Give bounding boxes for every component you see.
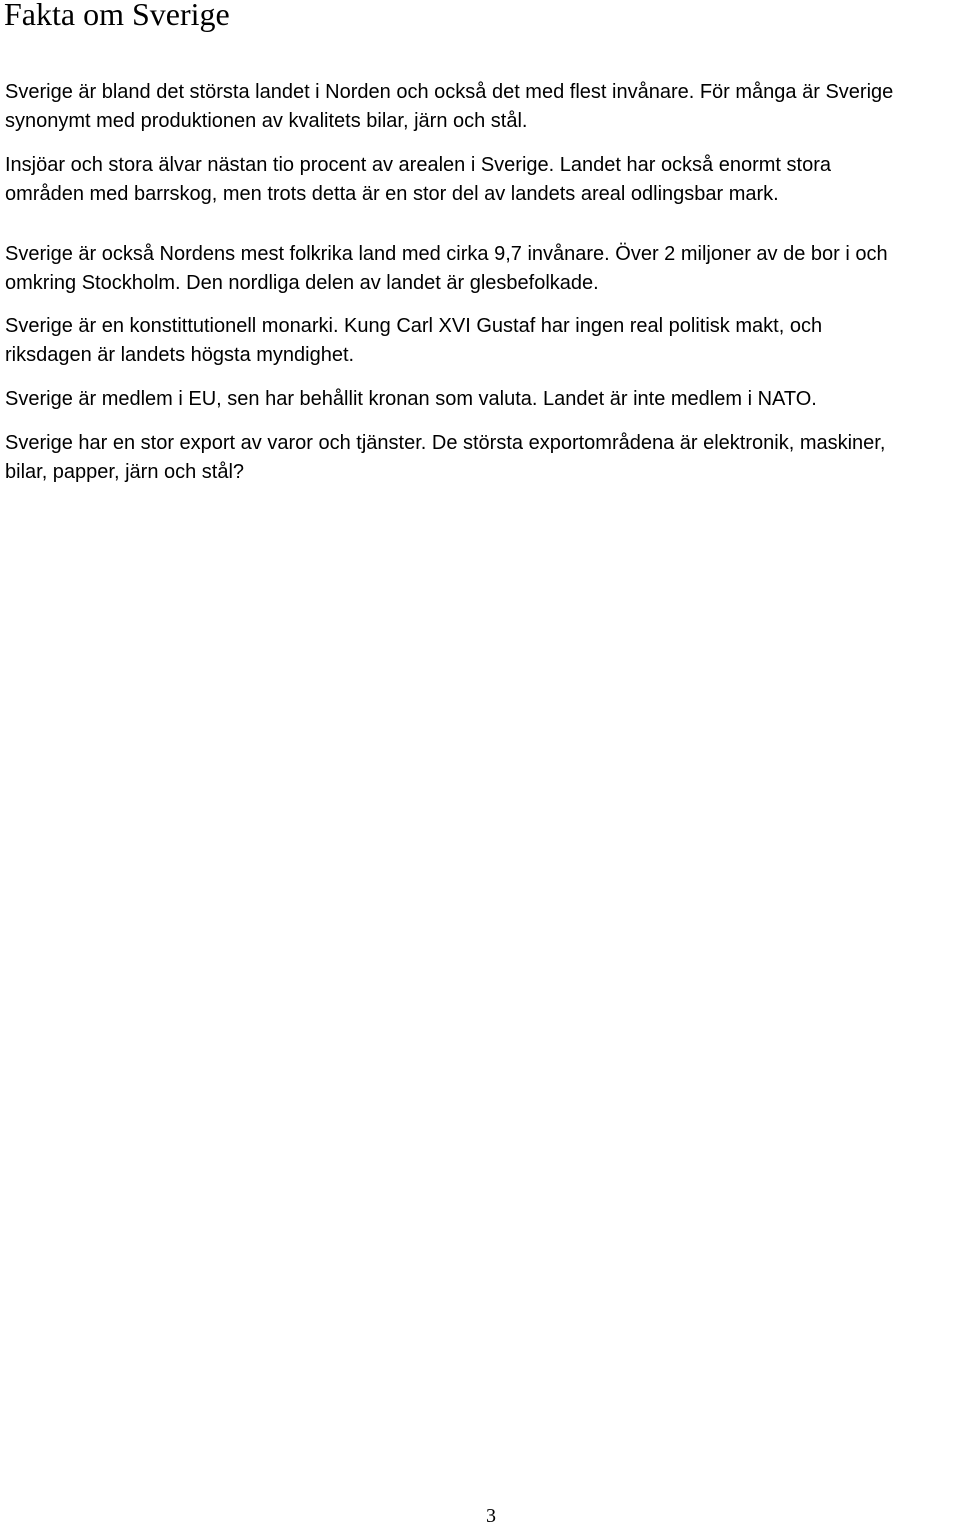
paragraph-population (5, 240, 960, 298)
paragraph-export (5, 429, 960, 487)
paragraph-line: Sverige har en stor export av varor och tjänster. De största exportområdena är elektronik, maskiner, (5, 432, 886, 454)
paragraph-line: omkring Stockholm. Den nordliga delen av landet är glesbefolkade. (5, 272, 599, 294)
paragraph-eu-membership (5, 385, 960, 414)
paragraph-line: riksdagen är landets högsta myndighet. (5, 344, 355, 366)
paragraph-line: Sverige är också Nordens mest folkrika land med cirka 9,7 invånare. Över 2 miljoner av de bor i och (5, 243, 888, 265)
paragraph-line: Sverige är medlem i EU, sen har behållit kronan som valuta. Landet är inte medlem i NATO. (5, 388, 817, 410)
page-number: 3 (486, 1505, 496, 1527)
paragraph-largest-country (5, 78, 960, 136)
paragraph-lakes-forests (5, 151, 960, 209)
paragraph-line: synonymt med produktionen av kvalitets bilar, järn och stål. (5, 110, 528, 132)
page-title: Fakta om Sverige (4, 0, 230, 32)
paragraph-line: Sverige är en konstittutionell monarki. Kung Carl XVI Gustaf har ingen real politisk makt, och (5, 315, 823, 337)
paragraph-line: Insjöar och stora älvar nästan tio procent av arealen i Sverige. Landet har också enormt stora (5, 154, 832, 176)
paragraph-line: bilar, papper, järn och stål? (5, 461, 245, 483)
paragraph-line: Sverige är bland det största landet i Norden och också det med flest invånare. För många är Sverige (5, 81, 894, 103)
paragraph-line: områden med barrskog, men trots detta är en stor del av landets areal odlingsbar mark. (5, 183, 779, 205)
paragraph-monarchy (5, 312, 960, 370)
